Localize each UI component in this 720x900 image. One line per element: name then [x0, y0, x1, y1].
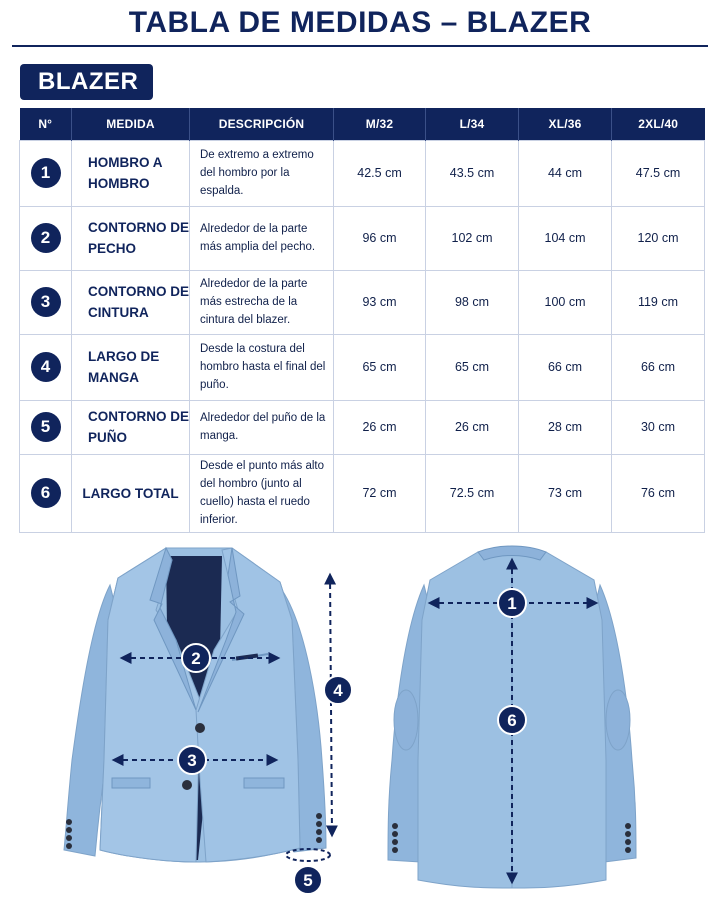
value-xl: 104 cm: [519, 206, 612, 270]
table-row: [20, 206, 705, 270]
value-l: 98 cm: [426, 270, 519, 334]
table-header-row: [20, 108, 705, 140]
value-xl: 100 cm: [519, 270, 612, 334]
row-number-badge: 3: [31, 287, 61, 317]
measure-name: LARGO DE MANGA: [72, 334, 190, 400]
table-row: [20, 270, 705, 334]
measure-description: Alrededor del puño de la manga.: [190, 400, 334, 454]
measure-name: CONTORNO DE PUÑO: [72, 400, 190, 454]
value-m: 93 cm: [334, 270, 426, 334]
svg-text:6: 6: [507, 711, 517, 730]
row-number-badge: 5: [31, 412, 61, 442]
value-m: 26 cm: [334, 400, 426, 454]
value-l: 26 cm: [426, 400, 519, 454]
value-m: 72 cm: [334, 454, 426, 532]
header-number: N°: [20, 108, 72, 140]
page-title: TABLA DE MEDIDAS – BLAZER: [128, 6, 592, 39]
title-divider: [12, 45, 708, 47]
value-m: 42.5 cm: [334, 140, 426, 206]
measure-name: CONTORNO DE CINTURA: [72, 270, 190, 334]
measure-description: De extremo a extremo del hombro por la espalda.: [190, 140, 334, 206]
measure-name: HOMBRO A HOMBRO: [72, 140, 190, 206]
table-row: [20, 454, 705, 532]
measure-name: LARGO TOTAL: [72, 454, 190, 532]
marker-1: [498, 589, 526, 617]
value-l: 72.5 cm: [426, 454, 519, 532]
svg-text:3: 3: [187, 751, 197, 770]
measure-description: Desde la costura del hombro hasta el final del puño.: [190, 334, 334, 400]
header-size-m: M/32: [334, 108, 426, 140]
marker-2: [182, 644, 210, 672]
header-size-2xl: 2XL/40: [612, 108, 705, 140]
table-row: [20, 140, 705, 206]
header-description: DESCRIPCIÓN: [190, 108, 334, 140]
blazer-front-image: [64, 548, 326, 862]
row-number-badge: 1: [31, 158, 61, 188]
table-row: [20, 400, 705, 454]
svg-text:5: 5: [303, 871, 313, 890]
value-2xl: 30 cm: [612, 400, 705, 454]
value-l: 43.5 cm: [426, 140, 519, 206]
row-number-badge: 4: [31, 352, 61, 382]
marker-3: [178, 746, 206, 774]
svg-text:2: 2: [191, 649, 201, 668]
value-xl: 44 cm: [519, 140, 612, 206]
section-label: BLAZER: [20, 64, 153, 100]
header-size-l: L/34: [426, 108, 519, 140]
svg-text:4: 4: [333, 681, 343, 700]
header-measure: MEDIDA: [72, 108, 190, 140]
value-xl: 66 cm: [519, 334, 612, 400]
size-table: [19, 108, 705, 533]
table-row: [20, 334, 705, 400]
value-2xl: 66 cm: [612, 334, 705, 400]
value-m: 96 cm: [334, 206, 426, 270]
row-number-badge: 2: [31, 223, 61, 253]
svg-text:1: 1: [507, 594, 517, 613]
marker-6: [498, 706, 526, 734]
value-m: 65 cm: [334, 334, 426, 400]
value-l: 65 cm: [426, 334, 519, 400]
measure-description: Alrededor de la parte más amplia del pecho.: [190, 206, 334, 270]
value-2xl: 120 cm: [612, 206, 705, 270]
value-2xl: 119 cm: [612, 270, 705, 334]
measure-name: CONTORNO DE PECHO: [72, 206, 190, 270]
value-l: 102 cm: [426, 206, 519, 270]
measure-description: Desde el punto más alto del hombro (junto al cuello) hasta el ruedo inferior.: [190, 454, 334, 532]
blazer-illustration: [0, 535, 720, 900]
header-size-xl: XL/36: [519, 108, 612, 140]
marker-4: [324, 676, 352, 704]
value-xl: 73 cm: [519, 454, 612, 532]
value-2xl: 76 cm: [612, 454, 705, 532]
row-number-badge: 6: [31, 478, 61, 508]
marker-5: [294, 866, 322, 894]
value-xl: 28 cm: [519, 400, 612, 454]
value-2xl: 47.5 cm: [612, 140, 705, 206]
measure-description: Alrededor de la parte más estrecha de la cintura del blazer.: [190, 270, 334, 334]
